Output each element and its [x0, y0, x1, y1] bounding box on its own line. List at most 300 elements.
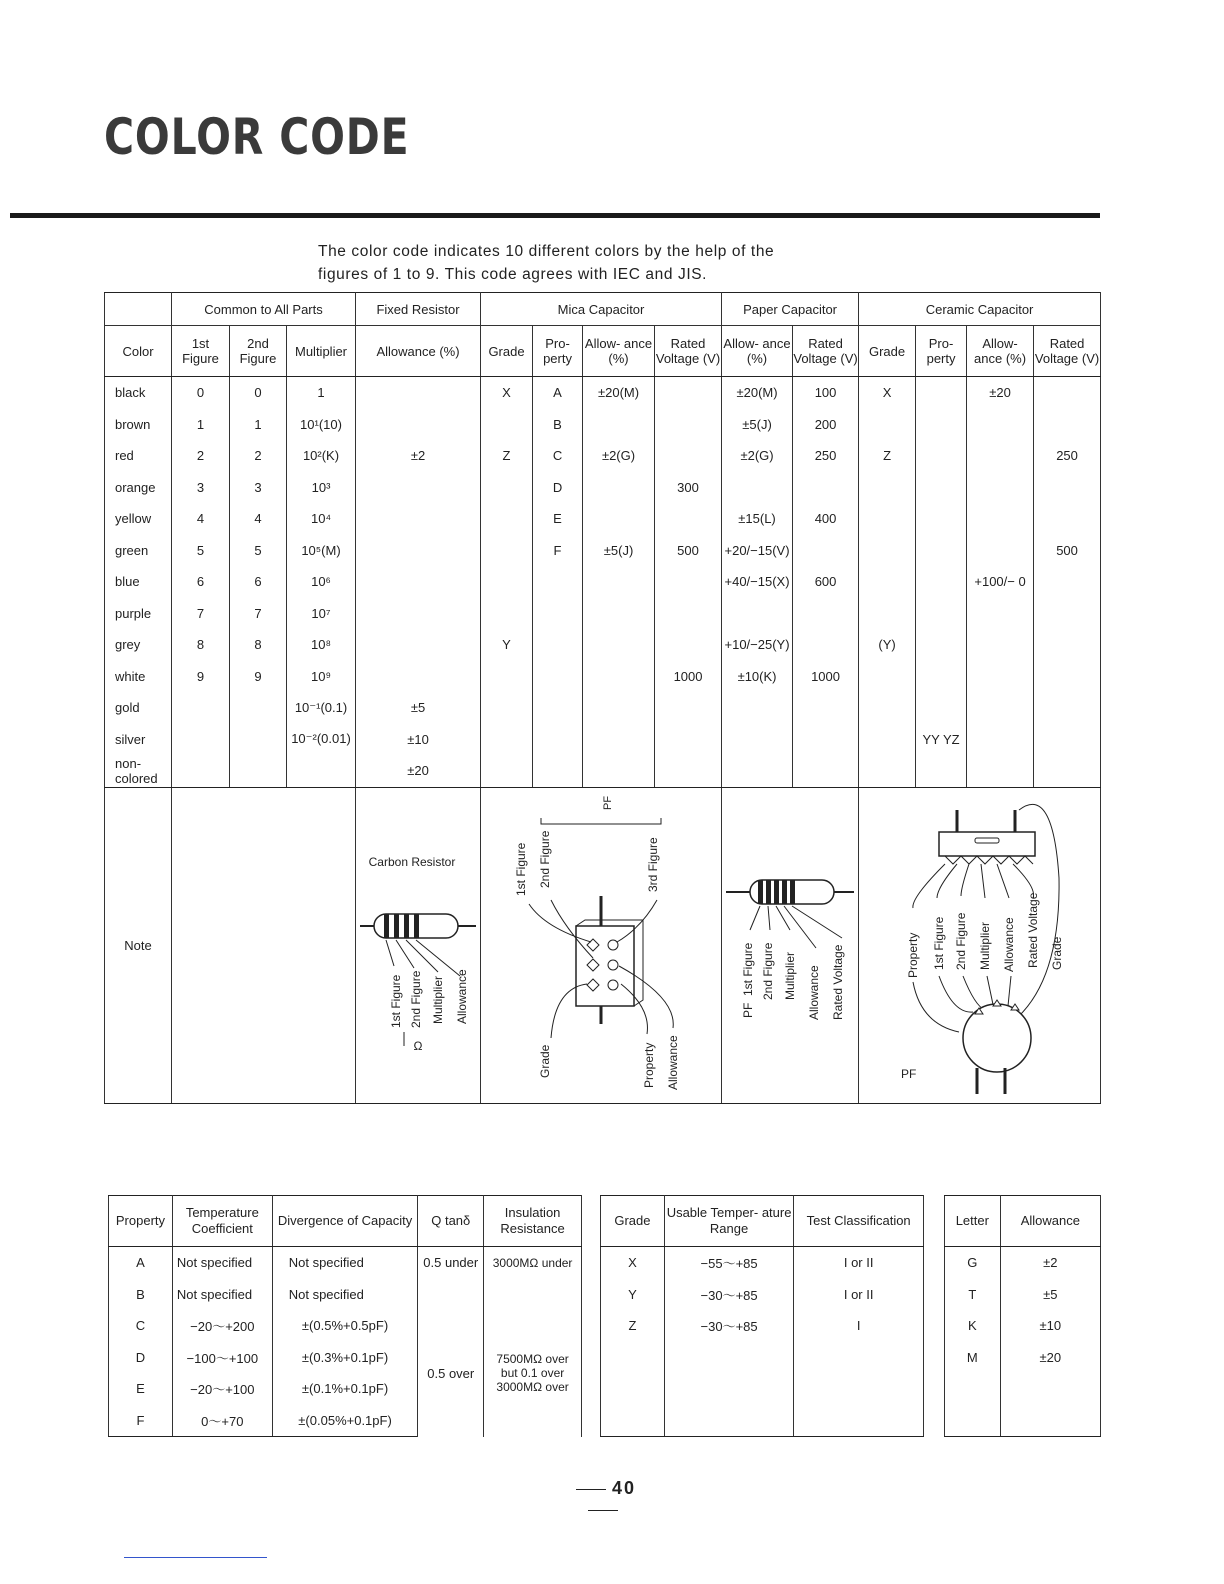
grade-cell-r: −30〜+85 [664, 1279, 793, 1311]
color-row-ma [583, 566, 655, 598]
letter-row [945, 1247, 1101, 1279]
color-row-f1: 2 [172, 440, 230, 472]
color-row-mp [533, 755, 583, 787]
color-row-cv: 250 [1034, 440, 1101, 472]
color-row-mp [533, 629, 583, 661]
color-row-fa: ±2 [356, 440, 481, 472]
grade-row [601, 1279, 924, 1311]
ptable-cell: −20〜+100 [172, 1373, 272, 1405]
color-row-mg: X [481, 377, 533, 409]
color-row-cv [1034, 598, 1101, 630]
resistor-diagram-cell [356, 787, 481, 1103]
color-row-mult: 10⁹ [287, 661, 356, 693]
color-row-mult: 10⁴ [287, 503, 356, 535]
footer-line [124, 1557, 267, 1558]
ptable-header-insulation: Insulation Resistance [484, 1196, 582, 1247]
ceramic-label-4: Multiplier [977, 921, 992, 970]
color-row-fa: ±10 [356, 724, 481, 756]
mica-capacitor-diagram [481, 788, 721, 1100]
color-row-cv [1034, 724, 1101, 756]
header-mica-grade: Grade [481, 326, 533, 377]
ptable-cell: ±(0.1%+0.1pF) [272, 1373, 418, 1405]
color-row-color: yellow [105, 503, 172, 535]
color-row-pa: ±2(G) [722, 440, 793, 472]
ptable-cell: D [109, 1342, 173, 1374]
intro-text [318, 240, 878, 286]
color-row-color: blue [105, 566, 172, 598]
grade-cell-g [601, 1373, 665, 1405]
color-row-cp [916, 440, 967, 472]
color-row-mv: 300 [655, 472, 722, 504]
mica-label-2: 2nd Figure [538, 830, 553, 888]
color-row-mv [655, 692, 722, 724]
color-row-mult: 10⁻¹(0.1) [287, 692, 356, 724]
color-row-cp [916, 535, 967, 567]
ceramic-pf-label: PF [900, 1066, 916, 1081]
color-row-cg [859, 598, 916, 630]
color-row-ma: ±2(G) [583, 440, 655, 472]
color-row-f1: 1 [172, 409, 230, 441]
header-1st-figure: 1st Figure [172, 326, 230, 377]
paper-capacitor-diagram [722, 788, 858, 1100]
color-row-mg [481, 661, 533, 693]
color-row-f2: 5 [230, 535, 287, 567]
ptable-cell: A [109, 1247, 173, 1279]
grade-row [601, 1405, 924, 1437]
ptable-cell: ±(0.05%+0.1pF) [272, 1405, 418, 1437]
grade-cell-t [794, 1373, 924, 1405]
header-2nd-figure: 2nd Figure [230, 326, 287, 377]
color-row-f1 [172, 755, 230, 787]
color-row-ca [967, 629, 1034, 661]
color-row-color: non- colored [105, 755, 172, 787]
color-row-cv [1034, 409, 1101, 441]
grade-cell-g [601, 1405, 665, 1437]
color-row-mv [655, 629, 722, 661]
color-row-color: purple [105, 598, 172, 630]
letter-cell-a: ±20 [1000, 1342, 1100, 1374]
color-row-f2: 1 [230, 409, 287, 441]
header-ceramic-voltage: Rated Voltage (V) [1034, 326, 1101, 377]
color-row [105, 472, 1101, 504]
color-row-pa [722, 472, 793, 504]
color-row-fa [356, 566, 481, 598]
ceramic-capacitor-diagram [861, 788, 1099, 1100]
color-row-f1: 8 [172, 629, 230, 661]
color-row-pv [793, 598, 859, 630]
group-common: Common to All Parts [172, 293, 356, 326]
color-row-pa: +10/−25(Y) [722, 629, 793, 661]
color-row-cg [859, 724, 916, 756]
color-row-ca [967, 598, 1034, 630]
ptable-cell: Not specified [172, 1247, 272, 1279]
mica-diagram-cell [481, 787, 722, 1103]
paper-label-2: 2nd Figure [761, 942, 776, 1000]
ptable-cell: Not specified [272, 1279, 418, 1311]
color-code-table-wrapper [104, 292, 1101, 1104]
color-row-fa [356, 661, 481, 693]
ptable-q-a: 0.5 under [418, 1247, 484, 1279]
color-row-fa [356, 598, 481, 630]
color-row-mp: C [533, 440, 583, 472]
paper-pf-label: PF [741, 1002, 756, 1018]
header-multiplier: Multiplier [287, 326, 356, 377]
color-row-f1: 9 [172, 661, 230, 693]
ptable-cell: E [109, 1373, 173, 1405]
letter-cell-l [945, 1373, 1001, 1405]
color-row-mult: 10⁸ [287, 629, 356, 661]
color-row-mg [481, 724, 533, 756]
grade-cell-r: −55〜+85 [664, 1247, 793, 1279]
grade-row [601, 1310, 924, 1342]
letter-row [945, 1405, 1101, 1437]
color-row-fa: ±20 [356, 755, 481, 787]
color-rows [105, 377, 1101, 788]
paper-label-3: Multiplier [783, 951, 798, 1000]
color-row-cv [1034, 566, 1101, 598]
color-row-pa [722, 724, 793, 756]
color-row-ca: +100/− 0 [967, 566, 1034, 598]
grade-cell-r: −30〜+85 [664, 1310, 793, 1342]
resistor-label-1: 1st Figure [389, 974, 404, 1028]
ceramic-label-1: Property [905, 932, 920, 978]
color-row-mg [481, 535, 533, 567]
color-row-cp [916, 661, 967, 693]
color-row-cg: X [859, 377, 916, 409]
letter-cell-l [945, 1405, 1001, 1437]
intro-line-2: figures of 1 to 9. This code agrees with IEC and JIS. [318, 266, 708, 283]
color-row-pa [722, 692, 793, 724]
color-row-mv [655, 409, 722, 441]
ptable-cell: Not specified [272, 1247, 418, 1279]
header-fixed-allowance: Allowance (%) [356, 326, 481, 377]
color-row-f1 [172, 692, 230, 724]
color-row-ma: ±5(J) [583, 535, 655, 567]
color-row-ca [967, 692, 1034, 724]
ptable-cell: F [109, 1405, 173, 1437]
color-row-cg [859, 535, 916, 567]
grade-cell-g: Z [601, 1310, 665, 1342]
color-row [105, 661, 1101, 693]
color-row-f1: 5 [172, 535, 230, 567]
color-row-cg: (Y) [859, 629, 916, 661]
color-row-ca [967, 661, 1034, 693]
color-row-f2 [230, 755, 287, 787]
note-label: Note [105, 787, 172, 1103]
page-number: 40 [553, 1478, 653, 1520]
color-row-mv [655, 566, 722, 598]
color-row-mult [287, 755, 356, 787]
grade-cell-g: Y [601, 1279, 665, 1311]
header-mica-property: Pro- perty [533, 326, 583, 377]
color-row-f2: 8 [230, 629, 287, 661]
color-row-ca [967, 472, 1034, 504]
color-row-ca [967, 535, 1034, 567]
color-row-pa: ±5(J) [722, 409, 793, 441]
color-row-color: silver [105, 724, 172, 756]
color-row-cp [916, 503, 967, 535]
color-row-ma [583, 629, 655, 661]
grade-cell-t [794, 1405, 924, 1437]
color-row-ma [583, 503, 655, 535]
color-row-mp: B [533, 409, 583, 441]
color-row-mg: Y [481, 629, 533, 661]
color-row-mp: E [533, 503, 583, 535]
color-row-pa: ±10(K) [722, 661, 793, 693]
color-row-pv [793, 724, 859, 756]
color-row-pv: 100 [793, 377, 859, 409]
color-row-ma [583, 724, 655, 756]
paper-diagram-cell [722, 787, 859, 1103]
header-blank [105, 293, 172, 326]
ptable-cell: B [109, 1279, 173, 1311]
ltable-header-letter: Letter [945, 1196, 1001, 1247]
color-row [105, 598, 1101, 630]
color-row-mp: D [533, 472, 583, 504]
color-row-pv [793, 629, 859, 661]
color-row-f1: 4 [172, 503, 230, 535]
color-row-mv [655, 755, 722, 787]
color-row-ma: ±20(M) [583, 377, 655, 409]
color-row-pv [793, 692, 859, 724]
color-row-pa: ±20(M) [722, 377, 793, 409]
header-paper-voltage: Rated Voltage (V) [793, 326, 859, 377]
color-row-ca [967, 440, 1034, 472]
color-row-f1 [172, 724, 230, 756]
header-ceramic-allowance: Allow- ance (%) [967, 326, 1034, 377]
color-row-cg [859, 661, 916, 693]
color-row-cp [916, 692, 967, 724]
color-row-cp: YY YZ [916, 724, 967, 756]
grade-row [601, 1247, 924, 1279]
grade-table [600, 1195, 924, 1437]
color-row-pa [722, 598, 793, 630]
color-row-mp [533, 724, 583, 756]
color-row-color: black [105, 377, 172, 409]
letter-cell-l: T [945, 1279, 1001, 1311]
color-row-mv: 1000 [655, 661, 722, 693]
color-row-cv [1034, 377, 1101, 409]
mica-label-6: Allowance [666, 1034, 681, 1090]
color-row-mult: 10¹(10) [287, 409, 356, 441]
color-row-ma [583, 755, 655, 787]
color-row-cv [1034, 692, 1101, 724]
property-table [108, 1195, 582, 1437]
paper-label-1: 1st Figure [741, 942, 756, 996]
color-row-color: white [105, 661, 172, 693]
color-row-mp: F [533, 535, 583, 567]
resistor-title: Carbon Resistor [368, 854, 456, 869]
color-row-mp [533, 566, 583, 598]
color-row-pv: 1000 [793, 661, 859, 693]
color-row-fa [356, 377, 481, 409]
color-row-pa: +40/−15(X) [722, 566, 793, 598]
ptable-cell: ±(0.5%+0.5pF) [272, 1310, 418, 1342]
color-row-cg [859, 503, 916, 535]
color-row-f2 [230, 724, 287, 756]
color-row [105, 724, 1101, 756]
grade-cell-g: X [601, 1247, 665, 1279]
group-mica: Mica Capacitor [481, 293, 722, 326]
color-row-mv [655, 440, 722, 472]
header-paper-allowance: Allow- ance (%) [722, 326, 793, 377]
color-row-mv: 500 [655, 535, 722, 567]
color-row-cg [859, 692, 916, 724]
resistor-label-3: Multiplier [431, 975, 446, 1024]
group-ceramic: Ceramic Capacitor [859, 293, 1101, 326]
color-row-mult: 10⁷ [287, 598, 356, 630]
gtable-header-test: Test Classification [794, 1196, 924, 1247]
color-row-mg [481, 692, 533, 724]
mica-label-1: 1st Figure [514, 842, 529, 896]
color-row-mult: 1 [287, 377, 356, 409]
grade-rows [601, 1247, 924, 1437]
color-row [105, 535, 1101, 567]
color-row-pv [793, 535, 859, 567]
color-row-ca: ±20 [967, 377, 1034, 409]
color-row [105, 409, 1101, 441]
color-row-mg [481, 472, 533, 504]
color-row-pv: 250 [793, 440, 859, 472]
color-row-pa: ±15(L) [722, 503, 793, 535]
color-row-ma [583, 409, 655, 441]
color-row-fa [356, 503, 481, 535]
color-row-color: red [105, 440, 172, 472]
resistor-label-2: 2nd Figure [409, 970, 424, 1028]
color-row-mg [481, 566, 533, 598]
color-row-fa [356, 409, 481, 441]
color-row-mult: 10⁵(M) [287, 535, 356, 567]
color-row-f1: 3 [172, 472, 230, 504]
letter-table [944, 1195, 1101, 1437]
color-row-ma [583, 598, 655, 630]
mica-label-5: Property [642, 1042, 657, 1088]
color-row-color: orange [105, 472, 172, 504]
color-row-mp [533, 661, 583, 693]
color-row-f2: 0 [230, 377, 287, 409]
paper-label-5: Rated Voltage [831, 944, 846, 1020]
letter-row [945, 1342, 1101, 1374]
gtable-header-grade: Grade [601, 1196, 665, 1247]
color-row [105, 377, 1101, 409]
color-row-mult: 10³ [287, 472, 356, 504]
color-row-f1: 7 [172, 598, 230, 630]
color-row-cg [859, 409, 916, 441]
color-row-f2: 9 [230, 661, 287, 693]
header-color: Color [105, 326, 172, 377]
color-row-mg [481, 503, 533, 535]
ptable-cell: 0〜+70 [172, 1405, 272, 1437]
color-row-fa [356, 472, 481, 504]
color-row-cg [859, 566, 916, 598]
color-row-cp [916, 598, 967, 630]
ptable-header-q: Q tanδ [418, 1196, 484, 1247]
grade-cell-r [664, 1373, 793, 1405]
color-row-mv [655, 724, 722, 756]
color-row-pa [722, 755, 793, 787]
ptable-header-temp: Temperature Coefficient [172, 1196, 272, 1247]
mica-label-3: 3rd Figure [646, 836, 661, 892]
color-row-pv: 600 [793, 566, 859, 598]
color-row [105, 755, 1101, 787]
header-mica-allowance: Allow- ance (%) [583, 326, 655, 377]
color-row [105, 692, 1101, 724]
ceramic-label-6: Rated Voltage [1025, 892, 1040, 968]
intro-line-1: The color code indicates 10 different colors by the help of the [318, 243, 775, 260]
ltable-header-allowance: Allowance [1000, 1196, 1100, 1247]
color-row-f2: 4 [230, 503, 287, 535]
color-row-cp [916, 409, 967, 441]
color-row-mg [481, 598, 533, 630]
color-row-f2: 6 [230, 566, 287, 598]
ceramic-label-7: Grade [1049, 936, 1064, 970]
ptable-cell: −100〜+100 [172, 1342, 272, 1374]
ptable-cell: Not specified [172, 1279, 272, 1311]
color-row [105, 503, 1101, 535]
resistor-label-4: Allowance [455, 968, 470, 1024]
color-row-ma [583, 472, 655, 504]
color-row-mp: A [533, 377, 583, 409]
color-row-pv: 200 [793, 409, 859, 441]
letter-cell-a: ±2 [1000, 1247, 1100, 1279]
color-row-f1: 0 [172, 377, 230, 409]
color-row-cv [1034, 503, 1101, 535]
color-row-ca [967, 503, 1034, 535]
color-row-mg [481, 755, 533, 787]
color-code-table [104, 292, 1101, 1104]
color-row-color: green [105, 535, 172, 567]
color-row-f1: 6 [172, 566, 230, 598]
color-row-mv [655, 598, 722, 630]
ptable-cell: ±(0.3%+0.1pF) [272, 1342, 418, 1374]
ptable-cell: −20〜+200 [172, 1310, 272, 1342]
letter-row [945, 1373, 1101, 1405]
ptable-empty [418, 1279, 484, 1311]
paper-label-4: Allowance [807, 964, 822, 1020]
color-row-ma [583, 661, 655, 693]
grade-cell-r [664, 1342, 793, 1374]
color-row-cp [916, 566, 967, 598]
color-row-mg [481, 409, 533, 441]
color-row-fa [356, 535, 481, 567]
color-row-cp [916, 755, 967, 787]
color-row-fa [356, 629, 481, 661]
color-row-cv [1034, 472, 1101, 504]
color-row [105, 440, 1101, 472]
color-row-cv [1034, 661, 1101, 693]
color-row-mv [655, 377, 722, 409]
ptable-q-cf: 0.5 over [418, 1310, 484, 1437]
color-row-color: gold [105, 692, 172, 724]
color-row-ma [583, 692, 655, 724]
color-row-cp [916, 629, 967, 661]
letter-rows [945, 1247, 1101, 1437]
letter-cell-l: K [945, 1310, 1001, 1342]
header-mica-voltage: Rated Voltage (V) [655, 326, 722, 377]
letter-row [945, 1279, 1101, 1311]
ceramic-label-2: 1st Figure [931, 916, 946, 970]
grade-cell-t [794, 1342, 924, 1374]
letter-cell-l: M [945, 1342, 1001, 1374]
letter-cell-a: ±10 [1000, 1310, 1100, 1342]
color-row-ca [967, 724, 1034, 756]
color-row-pa: +20/−15(V) [722, 535, 793, 567]
title-rule [10, 213, 1100, 218]
grade-cell-t: I or II [794, 1247, 924, 1279]
ptable-ins-cf: 7500MΩ over but 0.1 over 3000MΩ over [484, 1310, 582, 1437]
color-row-mv [655, 503, 722, 535]
grade-cell-g [601, 1342, 665, 1374]
